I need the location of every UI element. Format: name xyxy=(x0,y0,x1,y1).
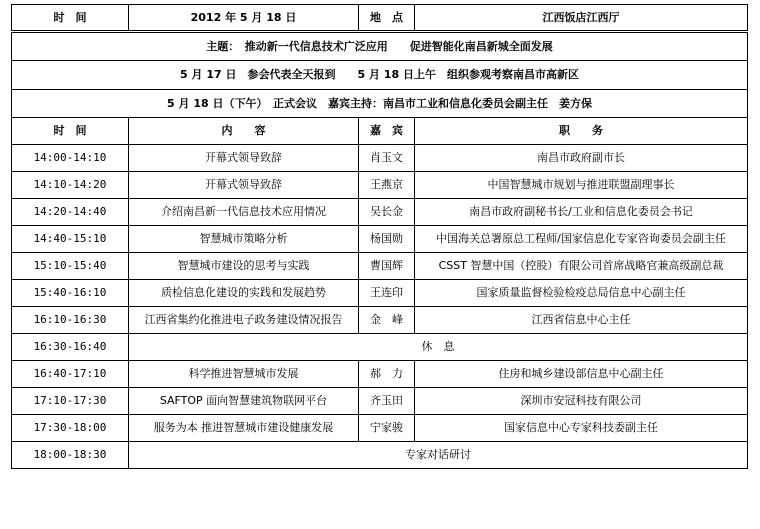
col-header-time: 时 间 xyxy=(12,118,129,145)
agenda-guest-title: 中国海关总署原总工程师/国家信息化专家咨询委员会副主任 xyxy=(415,226,748,253)
agenda-guest: 王连印 xyxy=(359,280,415,307)
agenda-guest-title: 深圳市安冠科技有限公司 xyxy=(415,388,748,415)
agenda-guest-title: 南昌市政府副秘书长/工业和信息化委员会书记 xyxy=(415,199,748,226)
column-header-row xyxy=(12,118,748,145)
agenda-guest-title: CSST 智慧中国（控股）有限公司首席战略官兼高级副总裁 xyxy=(415,253,748,280)
time-label: 时 间 xyxy=(12,5,129,32)
info-row xyxy=(12,5,748,32)
agenda-content: 开幕式领导致辞 xyxy=(129,172,359,199)
col-header-content: 内 容 xyxy=(129,118,359,145)
agenda-row xyxy=(12,388,748,415)
agenda-time: 17:10-17:30 xyxy=(12,388,129,415)
agenda-guest-title: 国家质量监督检验检疫总局信息中心副主任 xyxy=(415,280,748,307)
meeting-date: 2012 年 5 月 18 日 xyxy=(129,5,359,32)
agenda-row xyxy=(12,199,748,226)
agenda-content: 智慧城市策略分析 xyxy=(129,226,359,253)
agenda-time: 14:20-14:40 xyxy=(12,199,129,226)
break-row xyxy=(12,334,748,361)
agenda-guest-title: 国家信息中心专家科技委副主任 xyxy=(415,415,748,442)
agenda-rows-part2 xyxy=(12,361,748,442)
agenda-guest: 吴长金 xyxy=(359,199,415,226)
agenda-guest: 齐玉田 xyxy=(359,388,415,415)
col-header-title: 职 务 xyxy=(415,118,748,145)
agenda-content: 开幕式领导致辞 xyxy=(129,145,359,172)
agenda-time: 15:10-15:40 xyxy=(12,253,129,280)
agenda-guest: 金 峰 xyxy=(359,307,415,334)
agenda-guest-title: 江西省信息中心主任 xyxy=(415,307,748,334)
break-label: 休 息 xyxy=(129,334,748,361)
agenda-row xyxy=(12,145,748,172)
meeting-place: 江西饭店江西厅 xyxy=(415,5,748,32)
meeting-note-row xyxy=(12,90,748,118)
agenda-guest: 郝 力 xyxy=(359,361,415,388)
closing-time: 18:00-18:30 xyxy=(12,442,129,469)
agenda-rows-part1 xyxy=(12,145,748,334)
agenda-content: 服务为本 推进智慧城市建设健康发展 xyxy=(129,415,359,442)
schedule-table xyxy=(11,4,748,469)
agenda-content: 介绍南昌新一代信息技术应用情况 xyxy=(129,199,359,226)
place-label: 地 点 xyxy=(359,5,415,32)
agenda-content: 科学推进智慧城市发展 xyxy=(129,361,359,388)
agenda-time: 14:40-15:10 xyxy=(12,226,129,253)
arrival-note: 5 月 17 日 参会代表全天报到 5 月 18 日上午 组织参观考察南昌市高新区 xyxy=(12,61,748,90)
agenda-guest-title: 住房和城乡建设部信息中心副主任 xyxy=(415,361,748,388)
agenda-guest: 杨国勋 xyxy=(359,226,415,253)
meeting-theme: 主题： 推动新一代信息技术广泛应用 促进智能化南昌新城全面发展 xyxy=(12,32,748,61)
agenda-row xyxy=(12,415,748,442)
agenda-content: SAFTOP 面向智慧建筑物联网平台 xyxy=(129,388,359,415)
agenda-guest: 曹国辉 xyxy=(359,253,415,280)
agenda-guest: 肖玉文 xyxy=(359,145,415,172)
agenda-time: 14:10-14:20 xyxy=(12,172,129,199)
agenda-row xyxy=(12,253,748,280)
agenda-row xyxy=(12,361,748,388)
agenda-content: 江西省集约化推进电子政务建设情况报告 xyxy=(129,307,359,334)
agenda-content: 质检信息化建设的实践和发展趋势 xyxy=(129,280,359,307)
agenda-guest-title: 南昌市政府副市长 xyxy=(415,145,748,172)
agenda-time: 15:40-16:10 xyxy=(12,280,129,307)
agenda-time: 16:40-17:10 xyxy=(12,361,129,388)
theme-row xyxy=(12,32,748,61)
agenda-time: 16:10-16:30 xyxy=(12,307,129,334)
agenda-content: 智慧城市建设的思考与实践 xyxy=(129,253,359,280)
agenda-time: 14:00-14:10 xyxy=(12,145,129,172)
closing-label: 专家对话研讨 xyxy=(129,442,748,469)
agenda-time: 17:30-18:00 xyxy=(12,415,129,442)
col-header-guest: 嘉 宾 xyxy=(359,118,415,145)
agenda-row xyxy=(12,307,748,334)
agenda-row xyxy=(12,226,748,253)
arrival-note-row xyxy=(12,61,748,90)
break-time: 16:30-16:40 xyxy=(12,334,129,361)
agenda-guest: 宁家骏 xyxy=(359,415,415,442)
closing-row xyxy=(12,442,748,469)
agenda-row xyxy=(12,172,748,199)
agenda-row xyxy=(12,280,748,307)
agenda-guest: 王燕京 xyxy=(359,172,415,199)
agenda-guest-title: 中国智慧城市规划与推进联盟副理事长 xyxy=(415,172,748,199)
meeting-note: 5 月 18 日（下午） 正式会议 嘉宾主持：南昌市工业和信息化委员会副主任 姜方保 xyxy=(12,90,748,118)
